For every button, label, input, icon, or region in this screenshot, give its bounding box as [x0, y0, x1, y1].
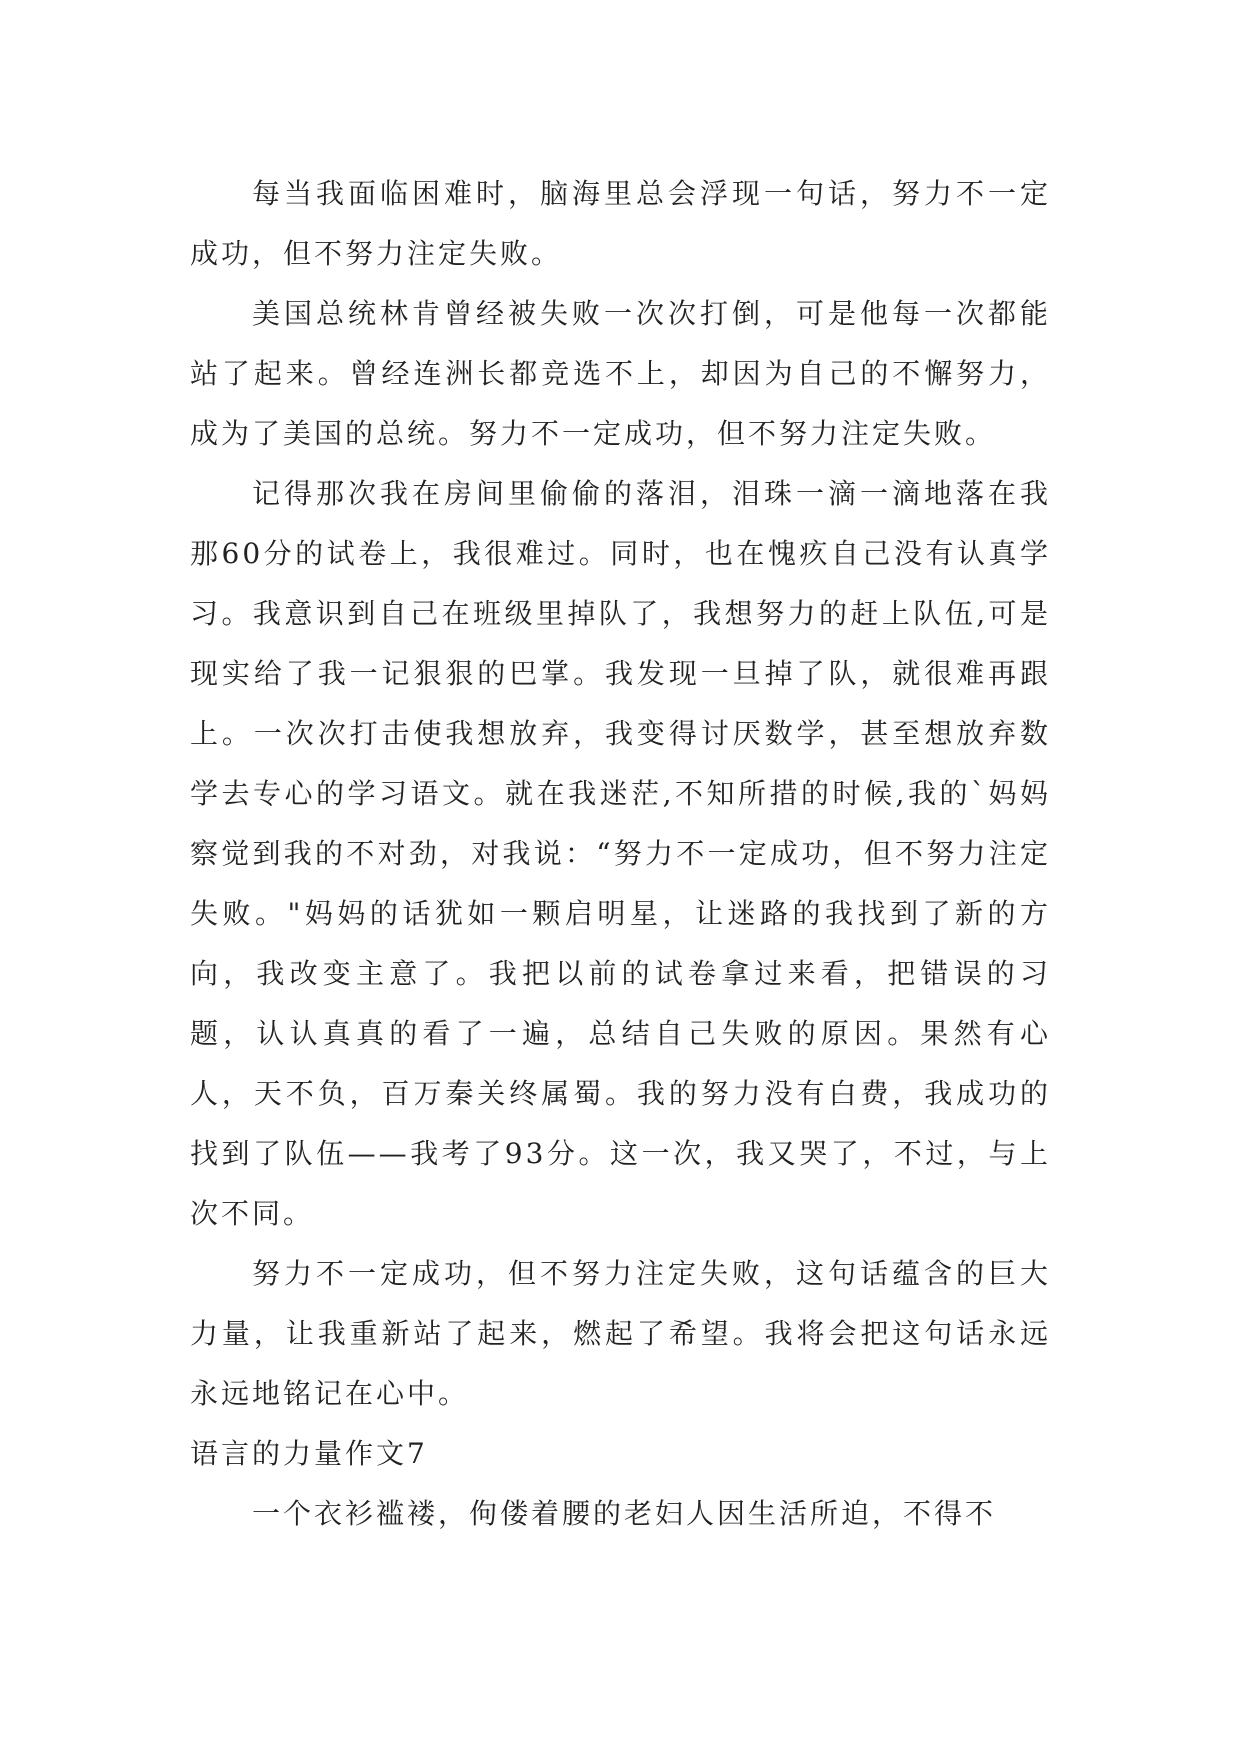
- paragraph-5: 一个衣衫褴褛，佝偻着腰的老妇人因生活所迫，不得不: [252, 1497, 997, 1530]
- paragraph-4: 努力不一定成功，但不努力注定失败，这句话蕴含的巨大力量，让我重新站了起来，燃起了希望。我将会把这句话永远永远地铭记在心中。: [190, 1257, 1051, 1410]
- section-title: 语言的力量作文7: [190, 1437, 428, 1470]
- paragraph-3: 记得那次我在房间里偷偷的落泪，泪珠一滴一滴地落在我那60分的试卷上，我很难过。同时，也在愧疚自己没有认真学习。我意识到自己在班级里掉队了，我想努力的赶上队伍,可是现实给了我一记狠狠的巴掌。我发现一旦掉了队，就很难再跟上。一次次打击使我想放弃，我变得讨厌数学，甚至想放弃数学去专心的学习语文。就在我迷茫,不知所措的时候,我的`妈妈察觉到我的不对劲，对我说：“努力不一定成功，但不努力注定失败。"妈妈的话犹如一颗启明星，让迷路的我找到了新的方向，我改变主意了。我把以前的试卷拿过来看，把错误的习题，认认真真的看了一遍，总结自己失败的原因。果然有心人，天不负，百万秦关终属蜀。我的努力没有白费，我成功的找到了队伍——我考了93分。这一次，我又哭了，不过，与上次不同。: [190, 477, 1051, 1230]
- paragraph-1: 每当我面临困难时，脑海里总会浮现一句话，努力不一定成功，但不努力注定失败。: [190, 177, 1051, 270]
- paragraph-2: 美国总统林肯曾经被失败一次次打倒，可是他每一次都能站了起来。曾经连洲长都竞选不上，却因为自己的不懈努力，成为了美国的总统。努力不一定成功，但不努力注定失败。: [190, 297, 1051, 450]
- document-body: [190, 164, 1051, 1544]
